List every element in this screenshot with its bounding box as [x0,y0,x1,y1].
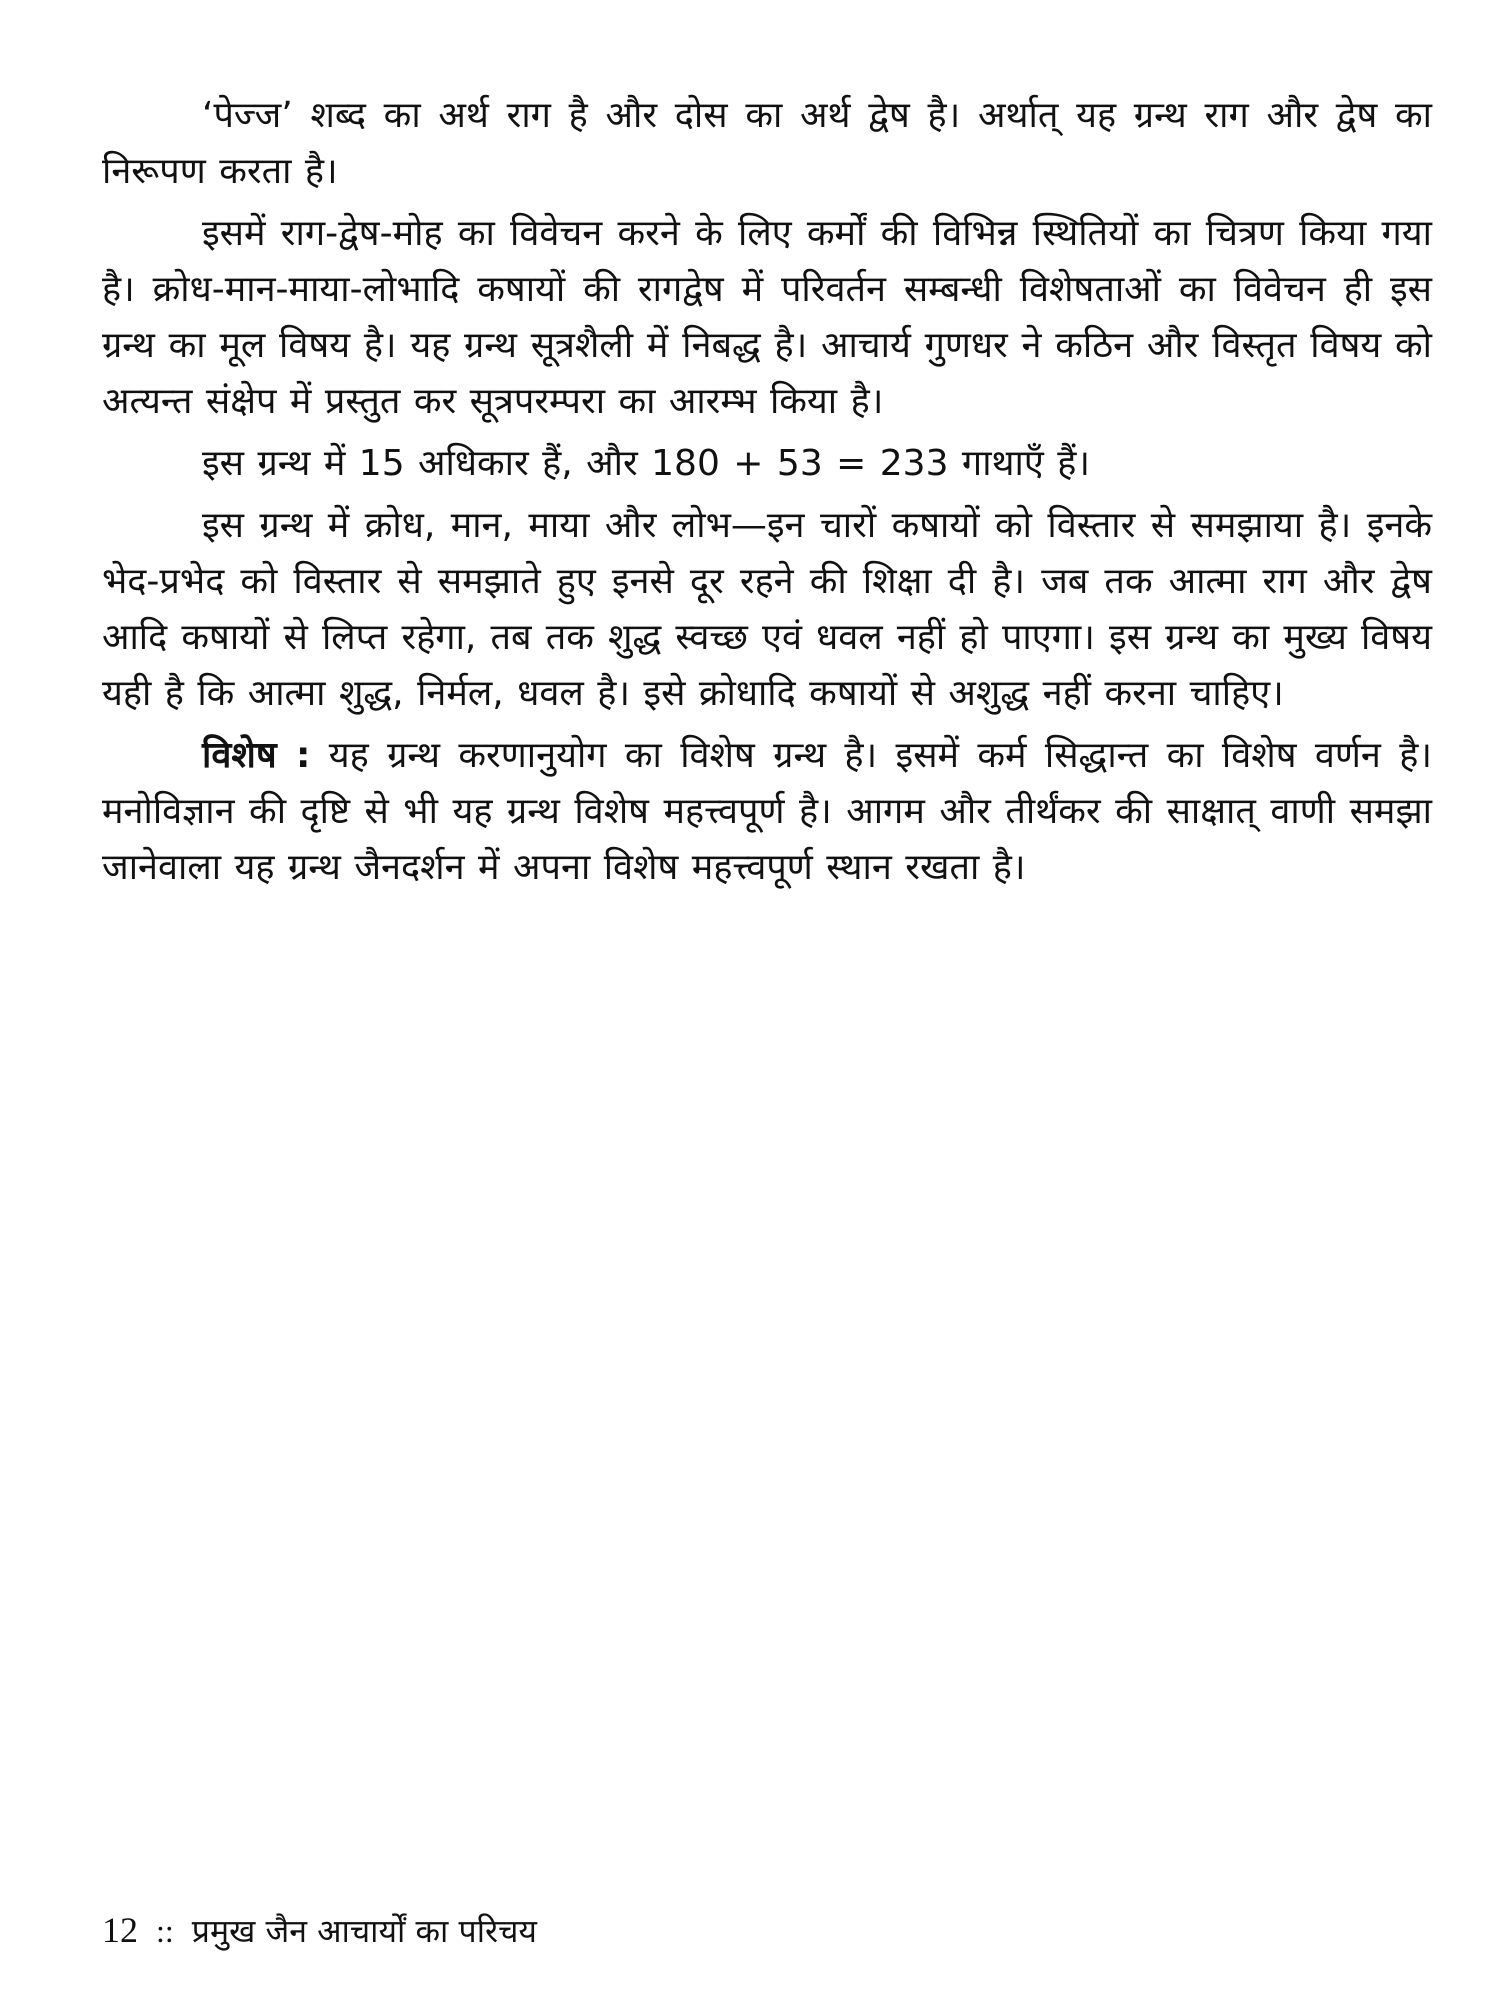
page-body-text [102,88,1432,902]
vishesh-text: यह ग्रन्थ करणानुयोग का विशेष ग्रन्थ है। इसमें कर्म सिद्धान्त का विशेष वर्णन है। मनोविज्ञान की दृष्टि से भी यह ग्रन्थ विशेष महत्त्वपूर्ण है। आगम और तीर्थंकर की साक्षात् वाणी समझा जानेवाला यह ग्रन्थ जैनदर्शन में अपना विशेष महत्त्वपूर्ण स्थान रखता है। [102,735,1432,888]
paragraph-raga-dvesha-moha: इसमें राग-द्वेष-मोह का विवेचन करने के लिए कर्मों की विभिन्न स्थितियों का चित्रण किया गया है। क्रोध-मान-माया-लोभादि कषायों की रागद्वेष में परिवर्तन सम्बन्धी विशेषताओं का विवेचन ही इस ग्रन्थ का मूल विषय है। यह ग्रन्थ सूत्रशैली में निबद्ध है। आचार्य गुणधर ने कठिन और विस्तृत विषय को अत्यन्त संक्षेप में प्रस्तुत कर सूत्रपरम्परा का आरम्भ किया है। [102,213,1432,422]
paragraph-adhikara-count: इस ग्रन्थ में 15 अधिकार हैं, और 180 + 53 = 233 गाथाएँ हैं। [202,443,1090,484]
vishesh-heading: विशेष : [202,735,311,776]
running-title: प्रमुख जैन आचार्यों का परिचय [191,1912,537,1950]
paragraph-vishesh [102,728,1432,896]
page-footer [102,1910,537,1951]
paragraph-kashaya: इस ग्रन्थ में क्रोध, मान, माया और लोभ—इन चारों कषायों को विस्तार से समझाया है। इनके भेद-प्रभेद को विस्तार से समझाते हुए इनसे दूर रहने की शिक्षा दी है। जब तक आत्मा राग और द्वेष आदि कषायों से लिप्त रहेगा, तब तक शुद्ध स्वच्छ एवं धवल नहीं हो पाएगा। इस ग्रन्थ का मुख्य विषय यही है कि आत्मा शुद्ध, निर्मल, धवल है। इसे क्रोधादि कषायों से अशुद्ध नहीं करना चाहिए। [102,505,1432,714]
footer-separator: :: [156,1913,174,1949]
page-number: 12 [102,1910,138,1950]
paragraph-pejja-meaning: ‘पेज्ज’ शब्द का अर्थ राग है और दोस का अर्थ द्वेष है। अर्थात् यह ग्रन्थ राग और द्वेष का निरूपण करता है। [102,95,1432,192]
